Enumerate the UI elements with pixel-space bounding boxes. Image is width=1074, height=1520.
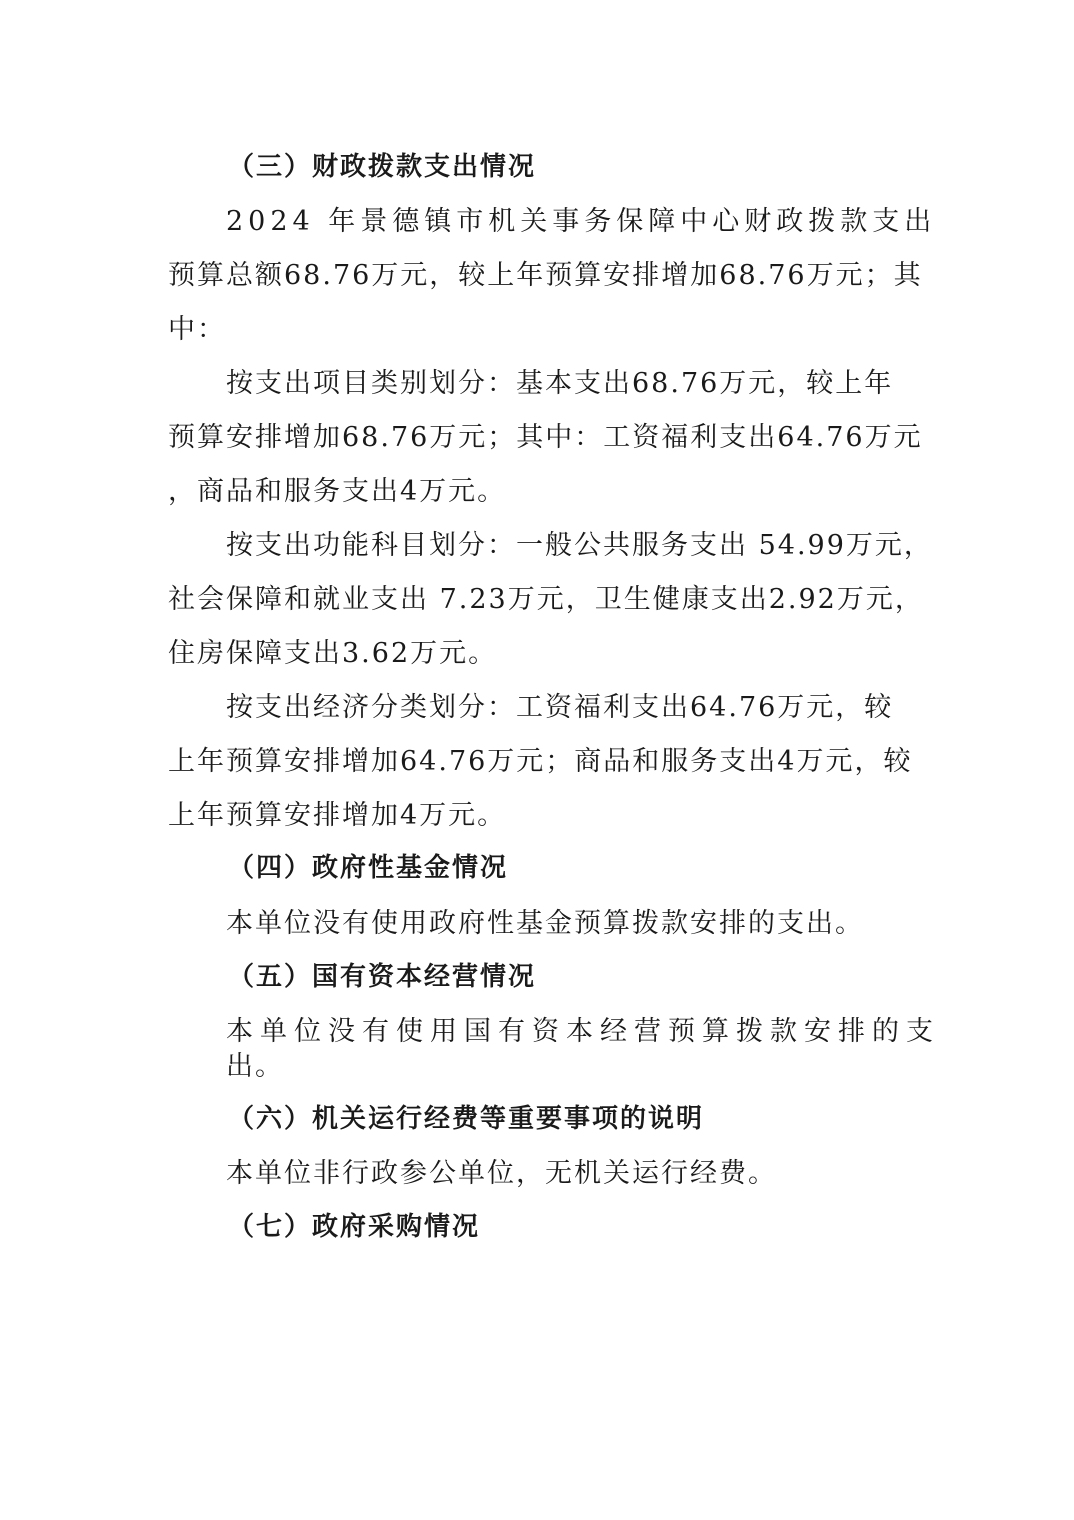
paragraph-line: 社会保障和就业支出 7.23万元，卫生健康支出2.92万元，: [168, 584, 924, 615]
section-heading-4: （四）政府性基金情况: [228, 853, 509, 883]
paragraph-line: 本单位没有使用政府性基金预算拨款安排的支出。: [226, 908, 864, 939]
paragraph-line: 出。: [226, 1051, 284, 1082]
section-heading-6: （六）机关运行经费等重要事项的说明: [228, 1104, 705, 1134]
paragraph-line: 上年预算安排增加64.76万元；商品和服务支出4万元，较: [168, 746, 913, 777]
paragraph-line: 2024 年景德镇市机关事务保障中心财政拨款支出: [226, 206, 937, 237]
paragraph-line: 住房保障支出3.62万元。: [168, 638, 498, 669]
paragraph-line: 按支出经济分类划分：工资福利支出64.76万元，较: [226, 692, 894, 723]
section-heading-3: （三）财政拨款支出情况: [228, 152, 537, 182]
paragraph-line: 本单位没有使用国有资本经营预算拨款安排的支: [226, 1016, 940, 1047]
paragraph-line: 预算总额68.76万元，较上年预算安排增加68.76万元；其: [168, 260, 923, 291]
paragraph-line: 预算安排增加68.76万元；其中：工资福利支出64.76万元: [168, 422, 923, 453]
paragraph-line: 按支出项目类别划分：基本支出68.76万元，较上年: [226, 368, 894, 399]
paragraph-line: 按支出功能科目划分：一般公共服务支出 54.99万元，: [226, 530, 933, 561]
section-heading-7: （七）政府采购情况: [228, 1212, 481, 1242]
paragraph-line: ，商品和服务支出4万元。: [168, 476, 507, 507]
section-heading-5: （五）国有资本经营情况: [228, 962, 537, 992]
paragraph-line: 上年预算安排增加4万元。: [168, 800, 507, 831]
paragraph-line: 本单位非行政参公单位，无机关运行经费。: [226, 1158, 777, 1189]
paragraph-line: 中：: [168, 314, 226, 345]
